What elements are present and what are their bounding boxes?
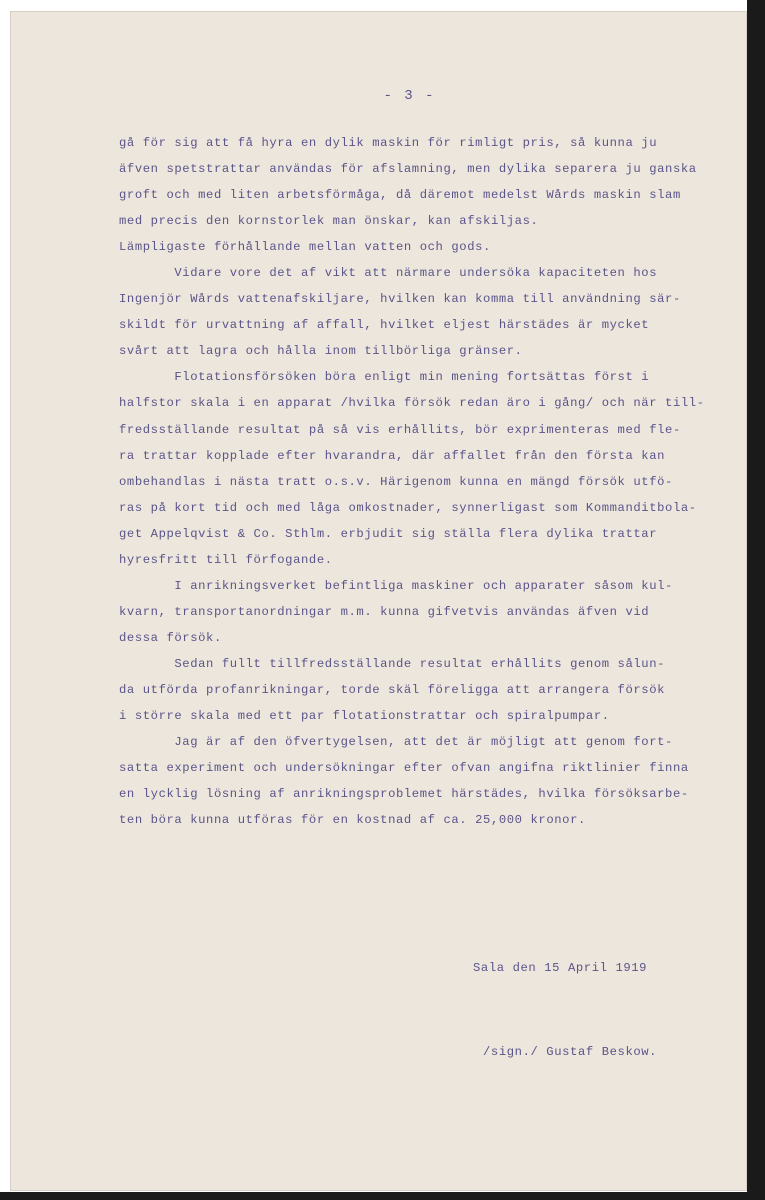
text-line: ten böra kunna utföras för en kostnad af ca. 25,000 kronor. <box>119 813 586 828</box>
document-body <box>119 130 719 833</box>
signature-block <box>473 898 657 1122</box>
text-line: fredsställande resultat på så vis erhållits, bör exprimenteras med fle- <box>119 422 681 437</box>
text-line: skildt för urvattning af affall, hvilket eljest härstädes är mycket <box>119 318 650 333</box>
text-line: Flotationsförsöken böra enligt min mening fortsättas först i <box>119 370 650 385</box>
text-line: ra trattar kopplade efter hvarandra, där affallet från den första kan <box>119 448 666 463</box>
text-line: groft och med liten arbetsförmåga, då däremot medelst Wårds maskin slam <box>119 188 681 203</box>
text-line: get Appelqvist & Co. Sthlm. erbjudit sig ställa flera dylika trattar <box>119 526 658 541</box>
text-line: dessa försök. <box>119 630 222 645</box>
text-line: da utförda profanrikningar, torde skäl föreligga att arrangera försök <box>119 682 666 697</box>
text-line: I anrikningsverket befintliga maskiner och apparater såsom kul- <box>119 578 673 593</box>
text-line: Ingenjör Wårds vattenafskiljare, hvilken kan komma till användning sär- <box>119 292 681 307</box>
text-line: hyresfritt till förfogande. <box>119 552 333 567</box>
text-line: äfven spetstrattar användas för afslamning, men dylika separera ju ganska <box>119 162 697 177</box>
text-line: halfstor skala i en apparat /hvilka försök redan äro i gång/ och när till- <box>119 396 705 411</box>
signed-line: /sign./ Gustaf Beskow. <box>483 1045 658 1059</box>
document-sheet <box>10 11 747 1191</box>
text-line: svårt att lagra och hålla inom tillbörliga gränser. <box>119 344 523 359</box>
scan-edge-bottom <box>0 1192 765 1200</box>
text-line: satta experiment och undersökningar efter ofvan angifna riktlinier finna <box>119 761 689 776</box>
place-date-line: Sala den 15 April 1919 <box>473 961 648 975</box>
page-number: - 3 - <box>383 88 436 104</box>
text-line: ombehandlas i nästa tratt o.s.v. Härigenom kunna en mängd försök utfö- <box>119 474 673 489</box>
text-line: en lycklig lösning af anrikningsproblemet härstädes, hvilka försöksarbe- <box>119 787 689 802</box>
text-line: ras på kort tid och med låga omkostnader, synnerligast som Kommanditbola- <box>119 500 697 515</box>
text-line: Jag är af den öfvertygelsen, att det är möjligt att genom fort- <box>119 735 673 750</box>
text-line: Vidare vore det af vikt att närmare undersöka kapaciteten hos <box>119 266 658 281</box>
text-line: kvarn, transportanordningar m.m. kunna gifvetvis användas äfven vid <box>119 604 650 619</box>
text-line: med precis den kornstorlek man önskar, kan afskiljas. <box>119 214 539 229</box>
text-line: gå för sig att få hyra en dylik maskin för rimligt pris, så kunna ju <box>119 136 658 150</box>
text-line: Lämpligaste förhållande mellan vatten och gods. <box>119 240 491 255</box>
text-line: i större skala med ett par flotationstrattar och spiralpumpar. <box>119 709 610 724</box>
scan-edge-right <box>747 0 765 1200</box>
text-line: Sedan fullt tillfredsställande resultat erhållits genom sålun- <box>119 656 666 671</box>
